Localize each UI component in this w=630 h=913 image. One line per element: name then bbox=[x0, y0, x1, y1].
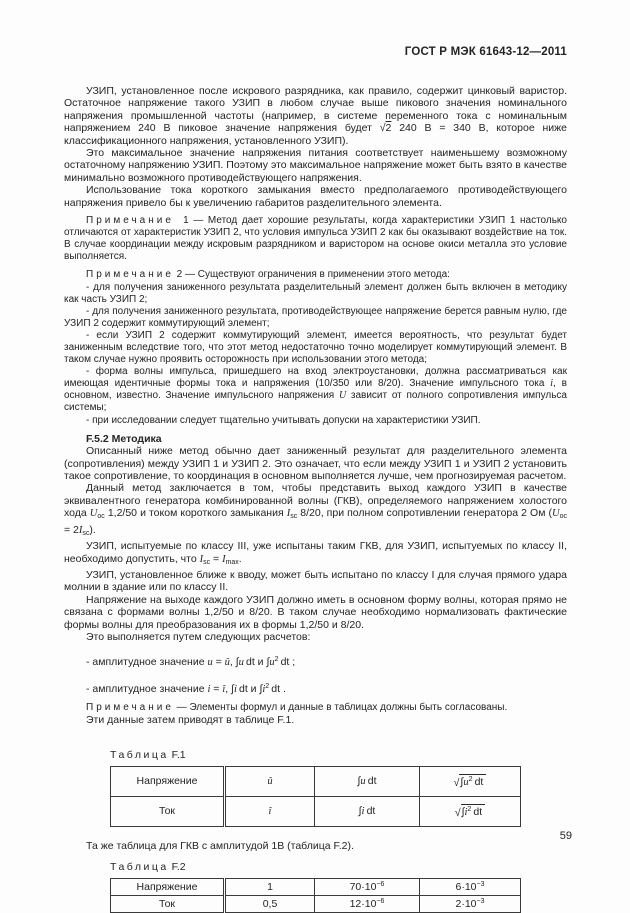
table-f2-title bbox=[110, 861, 567, 873]
table-f2-row-voltage bbox=[111, 879, 521, 896]
paragraph-short-circuit: Использование тока короткого замыкания вместо предполагаемого противодействующего напряжения привело бы к увеличению габаритов разделительного элемента. bbox=[64, 184, 567, 209]
paragraph-method-result: Описанный ниже метод обычно дает заниженный результат для разделительного элемента (сопротивления) между УЗИП 1 и УЗИП 2. Это означает, что если между УЗИП 1 и УЗИП 2 установить такое сопротивление, то координация в основном выполняется лучше, чем прогнозируемая расчетом. bbox=[64, 445, 567, 483]
note-1 bbox=[64, 215, 567, 263]
table-f1-row-current bbox=[111, 796, 521, 826]
paragraph-cwg-generator: Данный метод заключается в том, чтобы представить выход каждого УЗИП в качестве эквивалентного генератора комбинированной волны (ГКВ), определяемого напряжением холостого хода $U_{oc}$ 1,2/50 и током короткого замыкания $I_{sc}$ 8/20, при полном сопротивлении генератора 2 Ом $(U_{oc} = 2I_{sc})$. bbox=[64, 482, 567, 537]
paragraph-varistor: УЗИП, установленное после искрового разрядника, как правило, содержит цинковый варистор. Остаточное напряжение такого УЗИП в любом случае выше пикового значения номинального напряжения промышленной частоты (например, в системе переменного тока с номинальным напряжением 240 В пиковое значение напряжения будет √2 240 В = 340 В, которое ниже классификационного напряжения, установленного УЗИП). bbox=[64, 85, 567, 147]
note-2-item-1: - для получения заниженного результата разделительный элемент должен быть включен в методику как часть УЗИП 2; bbox=[64, 281, 567, 305]
standard-designation: ГОСТ Р МЭК 61643-12—2011 bbox=[404, 46, 567, 58]
sqrt-expression: $√\int u^2$ dt bbox=[454, 774, 487, 788]
formula-voltage-amplitude: - амплитудное значение u = û, ∫u dt и $\int u^2$ dt ; bbox=[86, 656, 296, 669]
note-2-item-4: - форма волны импульса, пришедшего на вход электроустановки, должна рассматриваться как имеющая идентичные формы тока и напряжения (10/350 или 8/20). Значение импульсного тока i, в основном, известно. Значение импульсного напряжения U зависит от полного сопротивления импульса системы; bbox=[64, 366, 567, 414]
table-f2-row-current bbox=[111, 896, 521, 913]
cell-f2-voltage-rms: $6\cdot 10^{-3}$ bbox=[420, 879, 521, 896]
radical-sign: √ bbox=[454, 807, 461, 820]
paragraph-max-voltage: Это максимальное значение напряжения питания соответствует наименьшему возможному остаточному напряжению УЗИП. Поэтому это максимальное напряжение может быть взято в качестве минимально возможного противодействующего напряжения. bbox=[64, 147, 567, 184]
section-heading: F.5.2 Методика bbox=[86, 432, 162, 445]
cell-f2-voltage-integral: $70\cdot 10^{-6}$ bbox=[315, 879, 420, 896]
note-2 bbox=[64, 269, 567, 281]
cell-f2-current-rms: $2\cdot 10^{-3}$ bbox=[420, 896, 521, 913]
cell-f1-voltage-integral: ∫u dt bbox=[315, 766, 420, 796]
cell-f2-voltage-peak: 1 bbox=[225, 879, 315, 896]
note-2-item-2: - для получения заниженного результата, противодействующее напряжение берется равным нулю, где УЗИП 2 содержит коммутирующий элемент; bbox=[64, 305, 567, 329]
note-3-label: Примечание bbox=[86, 702, 174, 714]
note-3-text: — Элементы формул и данные в таблицах должны быть согласованы. bbox=[176, 702, 508, 714]
table-f1-row-voltage bbox=[111, 766, 521, 796]
table-f2-title-word: Таблица bbox=[110, 861, 169, 874]
table-f1-number: F.1 bbox=[171, 748, 186, 761]
paragraph-class-iii: УЗИП, испытуемые по классу III, уже испытаны таким ГКВ, для УЗИП, испытуемых по классу II, необходимо допустить, что $I_{sc} = I_{max}$. bbox=[64, 540, 567, 566]
cell-f1-current-rms bbox=[420, 796, 521, 826]
cell-f1-voltage-label: Напряжение bbox=[111, 766, 225, 796]
note-3 bbox=[64, 702, 567, 714]
cell-f1-voltage-peak: û bbox=[225, 766, 315, 796]
cell-f1-current-peak: î bbox=[225, 796, 315, 826]
paragraph-class-i: УЗИП, установленное ближе к вводу, может быть испытано по классу I для случая прямого удара молнии в здание или по классу II. bbox=[64, 568, 567, 594]
cell-f2-voltage-label: Напряжение bbox=[111, 879, 225, 896]
paragraph-waveform: Напряжение на выходе каждого УЗИП должно иметь в основном форму волны, которая прямо не связана с формами волны 1,2/50 и 8/20. В таком случае необходимо нормализовать фактические формы волны для преобразования их в формы 1,2/50 и 8/20. bbox=[64, 593, 567, 631]
note-2-label: Примечание bbox=[86, 269, 174, 281]
note-2-text: 2 — Существуют ограничения в применении этого метода: bbox=[176, 269, 450, 281]
cell-f2-current-integral: $12\cdot 10^{-6}$ bbox=[315, 896, 420, 913]
cell-f1-current-integral: ∫i dt bbox=[315, 796, 420, 826]
table-f1-title-word: Таблица bbox=[110, 748, 169, 761]
table-f2 bbox=[110, 878, 521, 913]
sqrt-expression: $√\int i^2$ dt bbox=[455, 804, 485, 818]
note-1-text: 1 — Метод дает хорошие результаты, когда характеристики УЗИП 1 настолько отличаются от характеристик УЗИП 2, что условия импульса УЗИП 2 как бы оказывают воздействие на ток. В случае координации между искровым разрядником и варистором на основе окиси металла это условие выполняется. bbox=[64, 215, 567, 263]
paragraph-table-f1-intro: Эти данные затем приводят в таблице F.1. bbox=[86, 714, 295, 727]
radical-sign: √ bbox=[453, 777, 460, 790]
formula-current-amplitude: - амплитудное значение i = î, ∫i dt и $\int i^2$ dt . bbox=[86, 682, 286, 695]
table-f2-number: F.2 bbox=[171, 861, 186, 874]
table-f1 bbox=[110, 766, 521, 827]
page-content bbox=[64, 46, 567, 913]
table-f1-title bbox=[110, 749, 567, 761]
paragraph-calculations-intro: Это выполняется путем следующих расчетов: bbox=[86, 630, 311, 643]
cell-f2-current-peak: 0,5 bbox=[225, 896, 315, 913]
page-number: 59 bbox=[559, 830, 572, 842]
paragraph-table-f2-intro: Та же таблица для ГКВ с амплитудой 1В (таблица F.2). bbox=[86, 839, 354, 852]
note-2-item-3: - если УЗИП 2 содержит коммутирующий элемент, имеется вероятность, что результат будет заниженным вследствие того, что этот метод недостаточно точно моделирует коммутирующий элемент. В таком случае нужно проявить осторожность при использовании этого метода; bbox=[64, 329, 567, 366]
cell-f1-voltage-rms bbox=[420, 766, 521, 796]
cell-f2-current-label: Ток bbox=[111, 896, 225, 913]
note-1-label: Примечание bbox=[86, 215, 174, 227]
note-2-item-5: - при исследовании следует тщательно учитывать допуски на характеристики УЗИП. bbox=[86, 414, 481, 426]
cell-f1-current-label: Ток bbox=[111, 796, 225, 826]
